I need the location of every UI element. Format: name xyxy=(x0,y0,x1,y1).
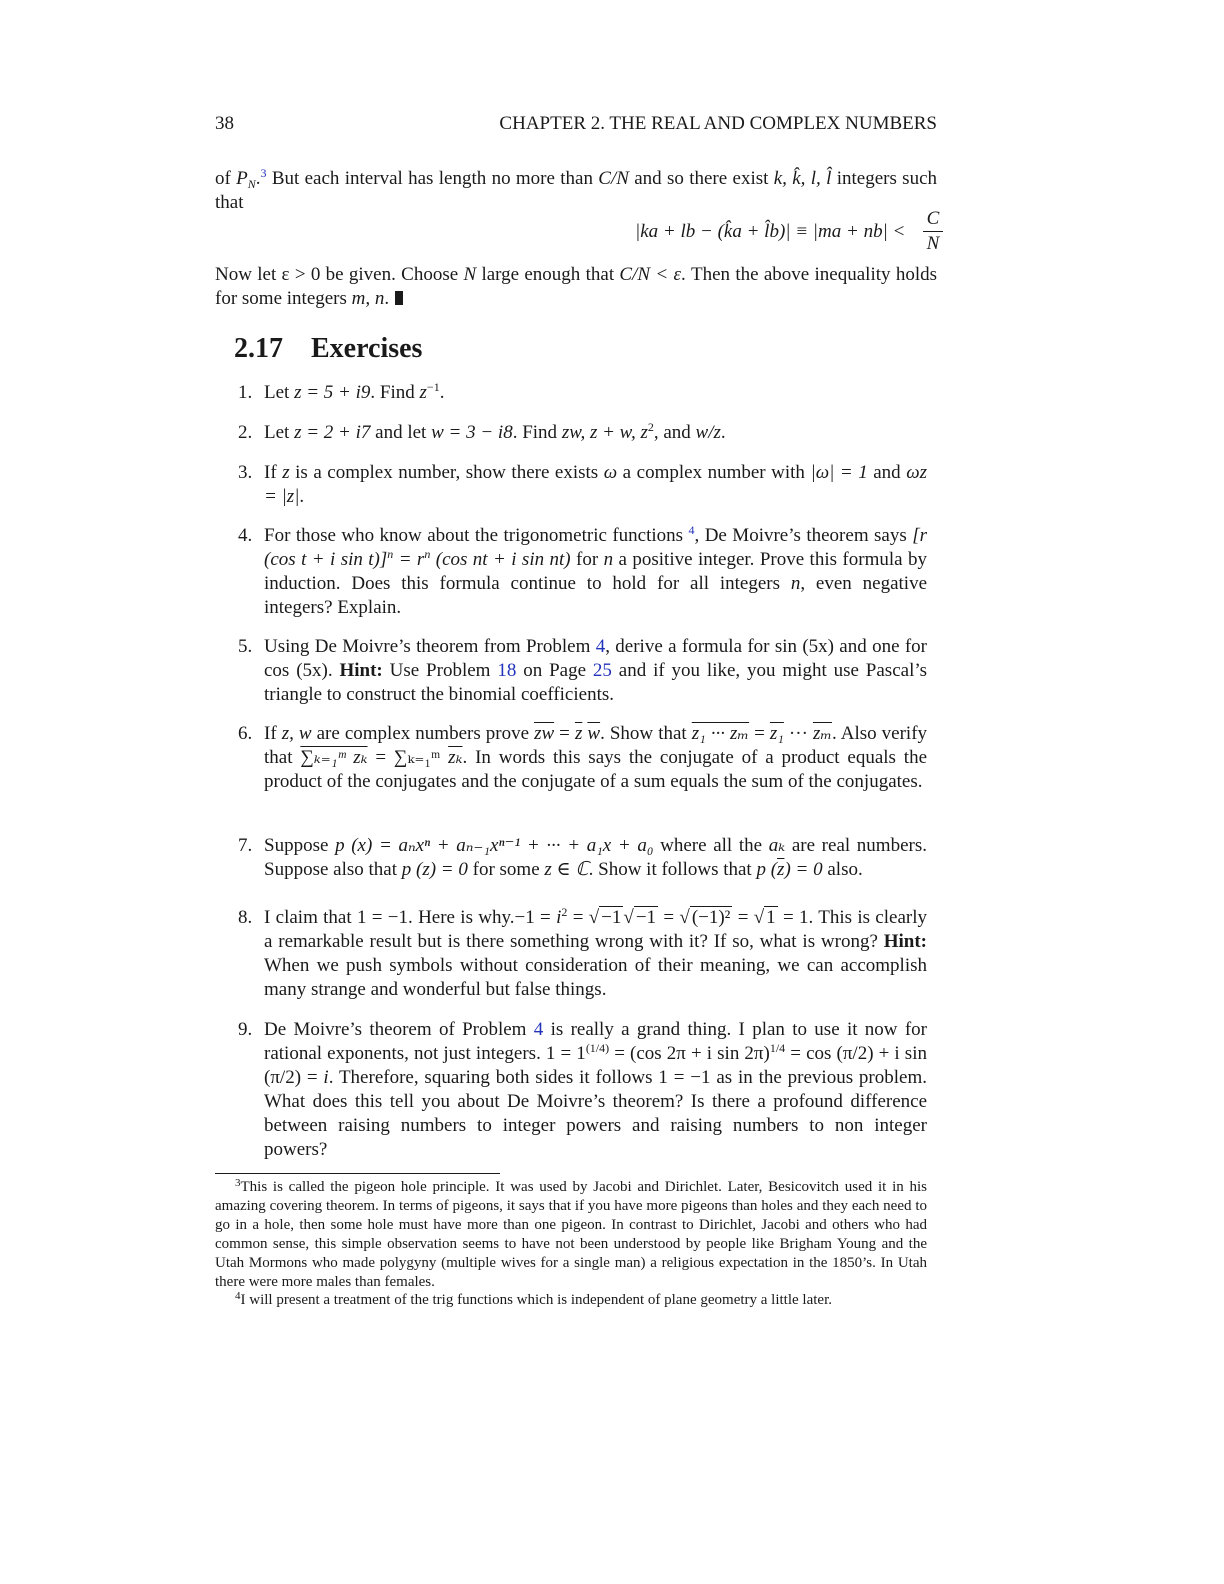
footnote-4: $^4$I will present a treatment of the trig functions which is independent of plane geometry a little later. xyxy=(235,1290,832,1308)
footnote-ref-4[interactable]: 4 xyxy=(688,523,695,537)
exercise-9: 9. De Moivre’s theorem of Problem 4 is really a grand thing. I plan to use it now for rational exponents, not just integers. $1 = 1^{(1/4)} = (\cos$ 2π + i sin 2π)$^{1/4}$ = cos (π/2) + i sin (π/2) = i. Therefore, squaring both sides it follows 1 = −1 as in the previous problem. What does this tell you about De Moivre’s theorem? Is there a profound difference between raising numbers to integer powers and raising numbers to non integer powers? xyxy=(238,1019,927,1160)
exercise-8: 8. I claim that 1 = −1. Here is $why.-1 = i^2$ = √ −1 √ −1 = √ (−1)² = √ 1 = 1. This is clearly a remarkable result but is there something wrong with it? If so, what is wrong? Hint: When we push symbols without consideration of their meaning, we can accomplish many strange and wonderful but false things. xyxy=(238,905,927,1000)
exercise-5: 5. Using De Moivre’s theorem from Problem 4, derive a formula for sin (5x) and one for cos (5x). Hint: Use Problem 18 on Page 25 and if you like, you might use Pascal’s triangle to construct the binomial coefficients. xyxy=(238,636,928,705)
proof-conclusion: Now let ε > 0 be given. Choose N large enough that C/N < ε. Then the above inequality holds for some integers m, n. xyxy=(215,264,937,309)
exercise-3: 3. If z is a complex number, show there exists ω a complex number with |ω| = 1 and ωz = |z|. xyxy=(238,462,927,507)
qed-mark xyxy=(395,291,403,305)
footnote-3: $^3$This is called the pigeon hole principle. It was used by Jacobi and Dirichlet. Later, Besicovitch used it in his amazing covering theorem. In terms of pigeons, it says that if you have more pigeons than holes and they each need to go in a hole, then some hole must have more than one pigeon. In contrast to Dirichlet, Jacobi and others who had common sense, this simple observation seems to have not been understood by people like Brigham Young and the Utah Mormons who made polygyny (multiple wives for a single man) a religious expectation in the 1850’s. In Utah there were more males than females. xyxy=(215,1177,927,1290)
page-header xyxy=(215,113,937,139)
footnote-rule xyxy=(215,1173,500,1174)
inequality: |ka + lb − (k̂a + l̂b)| ≡ |ma + nb| < xyxy=(635,221,906,242)
exercise-6: 6. If z, w are complex numbers prove $\overline{zw} = \overline{z}$ $\overline{w}$. Show that z₁ ··· zₘ = z₁ ··· $\overline{z_m}$. Also verify that ∑ₖ₌₁ᵐ zₖ = ∑ₖ₌₁ᵐ $\overline{z_k}$. In words this says the conjugate of a product equals the product of the conjugates and the conjugate of a sum equals the sum of the conjugates. xyxy=(238,723,928,792)
display-equation xyxy=(215,207,940,257)
problem-link-4[interactable]: 4 xyxy=(595,636,606,657)
running-title: CHAPTER 2. THE REAL AND COMPLEX NUMBERS xyxy=(499,113,937,134)
exercise-7: 7. Suppose p (x) = aₙxⁿ + aₙ₋₁xⁿ⁻¹ + ··· + a₁x + a₀ where all the aₖ are real numbers. Suppose also that p (z) = 0 for some z ∈ ℂ. Show it follows that p $(\overline{z}) = 0$ also. xyxy=(238,835,927,880)
problem-link-4b[interactable]: 4 xyxy=(533,1019,544,1040)
page-link-25[interactable]: 25 xyxy=(592,660,612,681)
section-heading: 2.17 Exercises xyxy=(234,333,423,364)
exercise-1: 1. Let z = 5 + i9. Find $z^{-1}$. xyxy=(238,380,445,403)
exercise-4: 4. For those who know about the trigonometric functions $^4$, De Moivre’s theorem says [r (cos t + i $\sin t)]^n = r^n$ (cos nt + i sin nt) for n a positive integer. Prove this formula by induction. Does this formula continue to hold for all integers n, even negative integers? Explain. xyxy=(238,523,927,618)
exercise-2: 2. Let z = 2 + i7 and let w = 3 − i8. Find zw, z + w, $z^2$, and w/z. xyxy=(238,420,726,443)
proof-paragraph: of $P_N.^3$ But each interval has length no more than C/N and so there exist k, k̂, l, l̂ integers such that xyxy=(215,166,938,213)
page-number: 38 xyxy=(215,113,234,134)
footnote-ref-3[interactable]: 3 xyxy=(260,166,267,180)
fraction: $\frac{C}{N}$ xyxy=(923,207,943,256)
problem-link-18[interactable]: 18 xyxy=(497,660,517,681)
